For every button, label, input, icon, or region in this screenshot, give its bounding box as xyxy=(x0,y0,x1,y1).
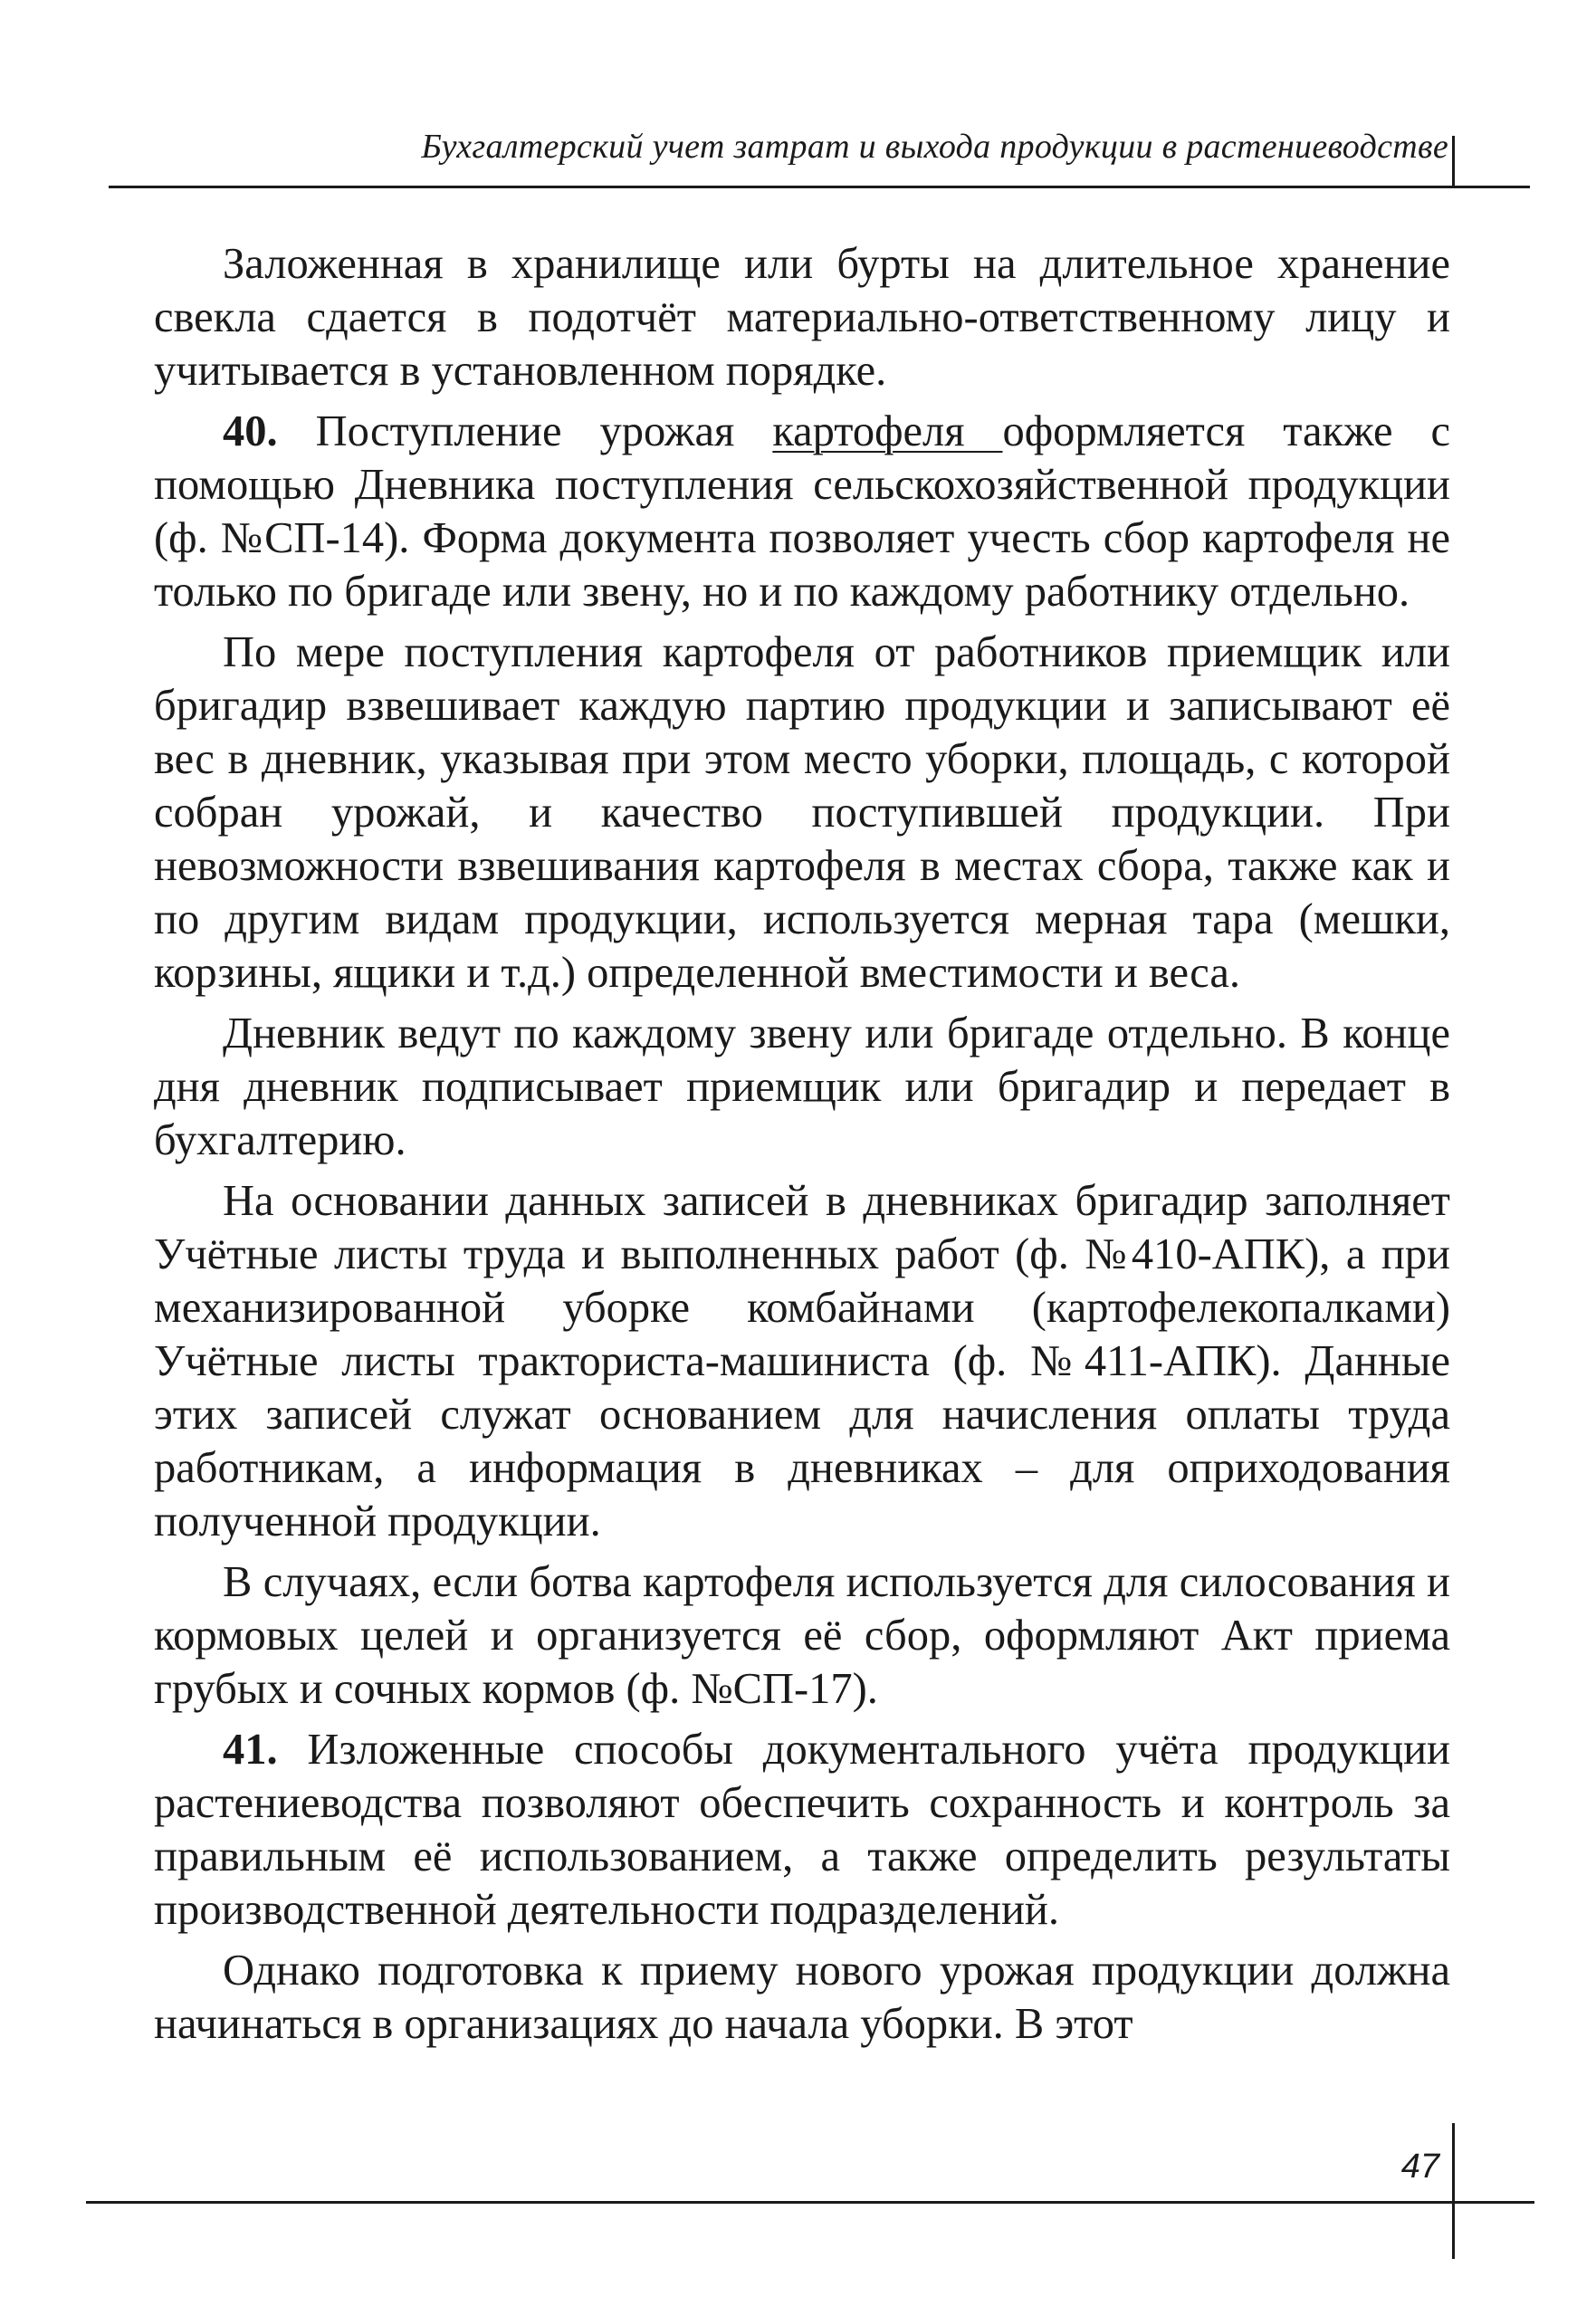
underlined-word: картофеля xyxy=(772,407,1003,455)
paragraph-harvest-prep: Однако подготовка к приему нового урожая продукции должна начинаться в организациях до начала уборки. В этот xyxy=(154,1947,1450,2048)
header-rule xyxy=(109,186,1530,188)
paragraph-41 xyxy=(154,1723,1450,1937)
page-number: 47 xyxy=(1400,2148,1439,2186)
paragraph-40 xyxy=(154,405,1450,618)
paragraph-weighing: По мере поступления картофеля от работников приемщик или бригадир взвешивает каждую партию продукции и записывают её вес в дневник, указывая при этом место уборки, площадь, с которой собран урожай, и качество поступившей продукции. При невозможности взвешивания картофеля в местах сбора, также как и по другим видам продукции, используется мерная тара (мешки, корзины, ящики и т.д.) определенной вместимости и веса. xyxy=(154,628,1450,997)
paragraph-tops: В случаях, если ботва картофеля используется для силосования и кормовых целей и организуется её сбор, оформляют Акт приема грубых и сочных кормов (ф. №СП-17). xyxy=(154,1558,1450,1713)
section-number-41: 41. xyxy=(223,1726,278,1774)
paragraph-records: На основании данных записей в дневниках бригадир заполняет Учётные листы труда и выполненных работ (ф. №410-АПК), а при механизированной уборке комбайнами (картофелекопалками) Учётные листы тракториста-машиниста (ф. №411-АПК). Данные этих записей служат основанием для начисления оплаты труда работникам, а информация в дневниках – для оприходования полученной продукции. xyxy=(154,1177,1450,1545)
page-body xyxy=(154,237,1450,2058)
paragraph-41-text: Изложенные способы документального учёта продукции растениеводства позволяют обеспечить сохранность и контроль за правильным её использованием, а также определить результаты производственной деятельности подразделений. xyxy=(154,1726,1450,1934)
header-tick-mark xyxy=(1452,136,1455,188)
paragraph-40-text: оформляется также с помощью Дневника поступления сельскохозяйственной продукции (ф. №СП-14). Форма документа позволяет учесть сбор картофеля не только по бригаде или звену, но и по каждому работнику отдельно. xyxy=(154,407,1450,616)
footer-rule xyxy=(86,2201,1534,2204)
section-number-40: 40. xyxy=(223,407,278,455)
running-header: Бухгалтерский учет затрат и выхода продукции в растениеводстве xyxy=(421,128,1448,166)
footer-tick-mark xyxy=(1452,2123,1455,2259)
paragraph-diary: Дневник ведут по каждому звену или бригаде отдельно. В конце дня дневник подписывает приемщик или бригадир и передает в бухгалтерию. xyxy=(154,1009,1450,1164)
paragraph-storage: Заложенная в хранилище или бурты на длительное хранение свекла сдается в подотчёт материально-ответственному лицу и учитывается в установленном порядке. xyxy=(154,240,1450,395)
paragraph-40-lead: Поступление урожая xyxy=(277,407,773,455)
